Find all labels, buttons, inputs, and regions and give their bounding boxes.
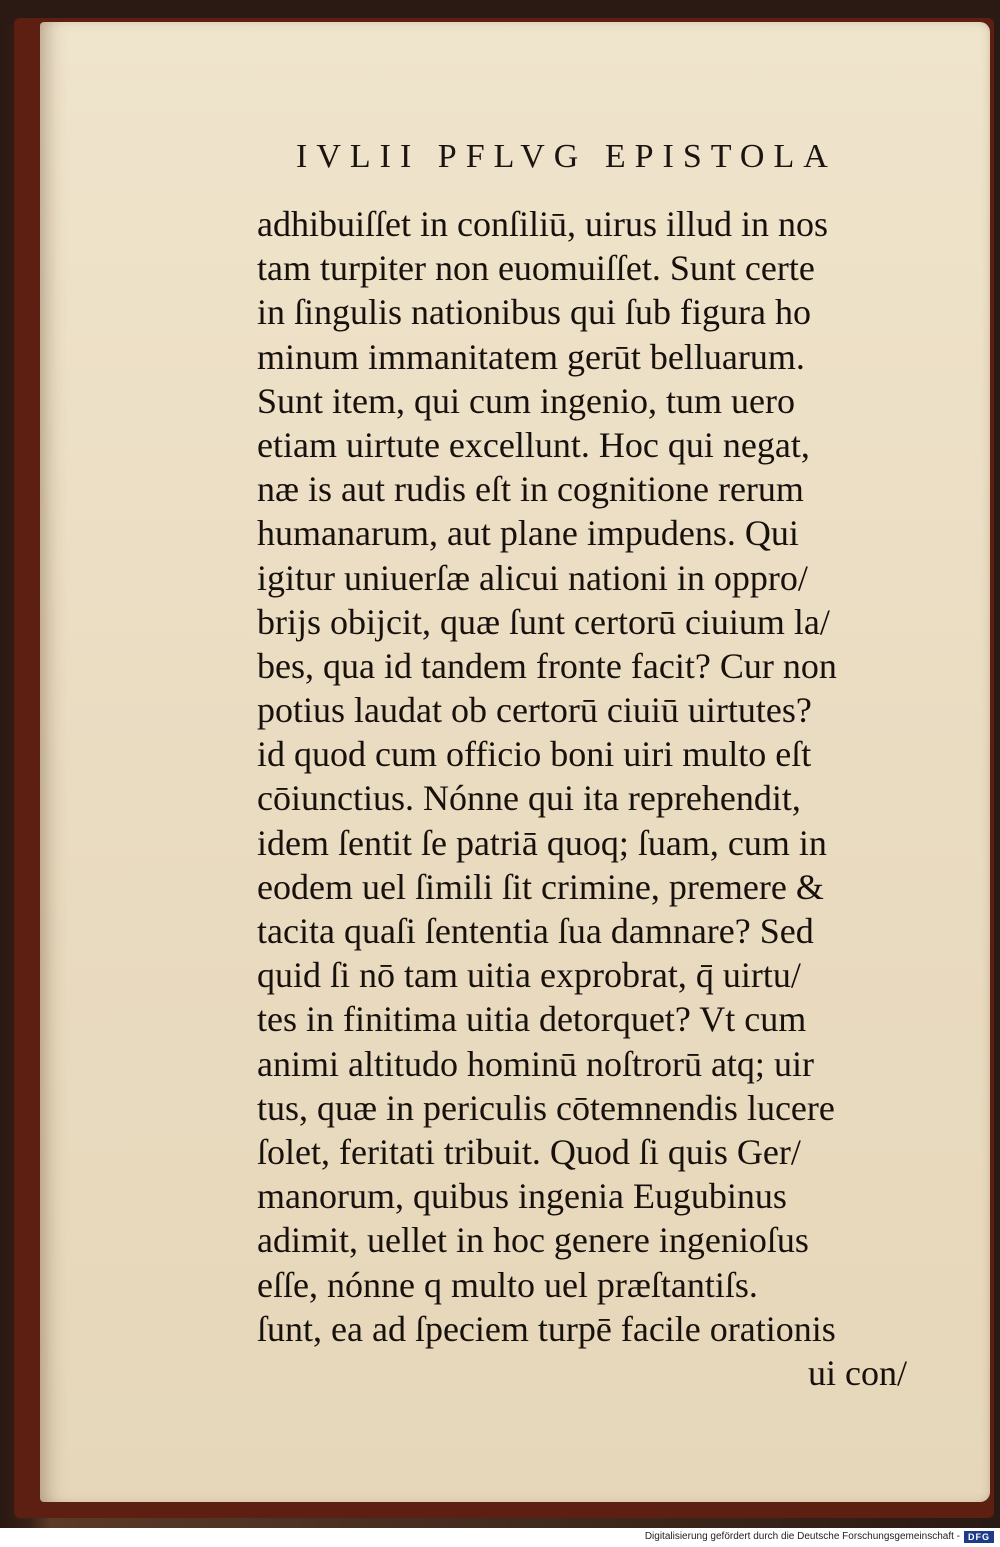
text-line: adimit, uellet in hoc genere ingenioſus — [257, 1220, 809, 1261]
text-line: manorum, quibus ingenia Eugubinus — [257, 1176, 787, 1217]
dfg-logo: DFG — [964, 1531, 994, 1543]
text-line: tes in finitima uitia detorquet? Vt cum — [257, 999, 807, 1040]
text-line: potius laudat ob certorū ciuiū uirtutes? — [257, 690, 812, 731]
text-line: cōiunctius. Nónne qui ita reprehendit, — [257, 778, 801, 819]
text-line: næ is aut rudis eſt in cognitione rerum — [257, 469, 804, 510]
running-head: IVLII PFLVG EPISTOLA — [296, 138, 837, 175]
text-line: tacita quaſi ſententia ſua damnare? Sed — [257, 911, 814, 951]
text-line: tus, quæ in periculis cōtemnendis lucere — [257, 1087, 835, 1128]
text-line: eodem uel ſimili ſit crimine, premere & — [257, 866, 824, 907]
text-line: eſſe, nónne q multo uel præſtantiſs. — [257, 1264, 758, 1305]
text-line: minum immanitatem gerūt belluarum. — [257, 336, 805, 377]
text-line: id quod cum officio boni uiri multo eſt — [257, 734, 812, 775]
text-line: quid ſi nō tam uitia exprobrat, q̄ uirtu/ — [257, 955, 801, 996]
text-line: ſunt, ea ad ſpeciem turpē facile orationis — [257, 1308, 836, 1349]
body-text — [257, 202, 917, 1395]
text-line: ſolet, feritati tribuit. Quod ſi quis Ger/ — [257, 1131, 801, 1172]
text-line: adhibuiſſet in conſiliū, uirus illud in nos — [257, 204, 828, 244]
text-line: in ſingulis nationibus qui ſub figura ho — [257, 292, 811, 333]
catchword: ui con/ — [808, 1352, 907, 1393]
text-line: animi altitudo hominū noſtrorū atq; uir — [257, 1043, 814, 1084]
text-line: Sunt item, qui cum ingenio, tum uero — [257, 380, 795, 421]
funding-credit: Digitalisierung gefördert durch die Deutsche Forschungsgemeinschaft - — [644, 1531, 960, 1542]
text-line: idem ſentit ſe patriā quoq; ſuam, cum in — [257, 822, 827, 863]
text-line: etiam uirtute excellunt. Hoc qui negat, — [257, 424, 810, 465]
text-line: brijs obijcit, quæ ſunt certorū ciuium la/ — [257, 601, 830, 642]
text-line: bes, qua id tandem fronte facit? Cur non — [257, 645, 837, 686]
text-line: tam turpiter non euomuiſſet. Sunt certe — [257, 248, 815, 289]
text-line: humanarum, aut plane impudens. Qui — [257, 513, 799, 554]
text-line: igitur uniuerſæ alicui nationi in oppro/ — [257, 557, 808, 598]
